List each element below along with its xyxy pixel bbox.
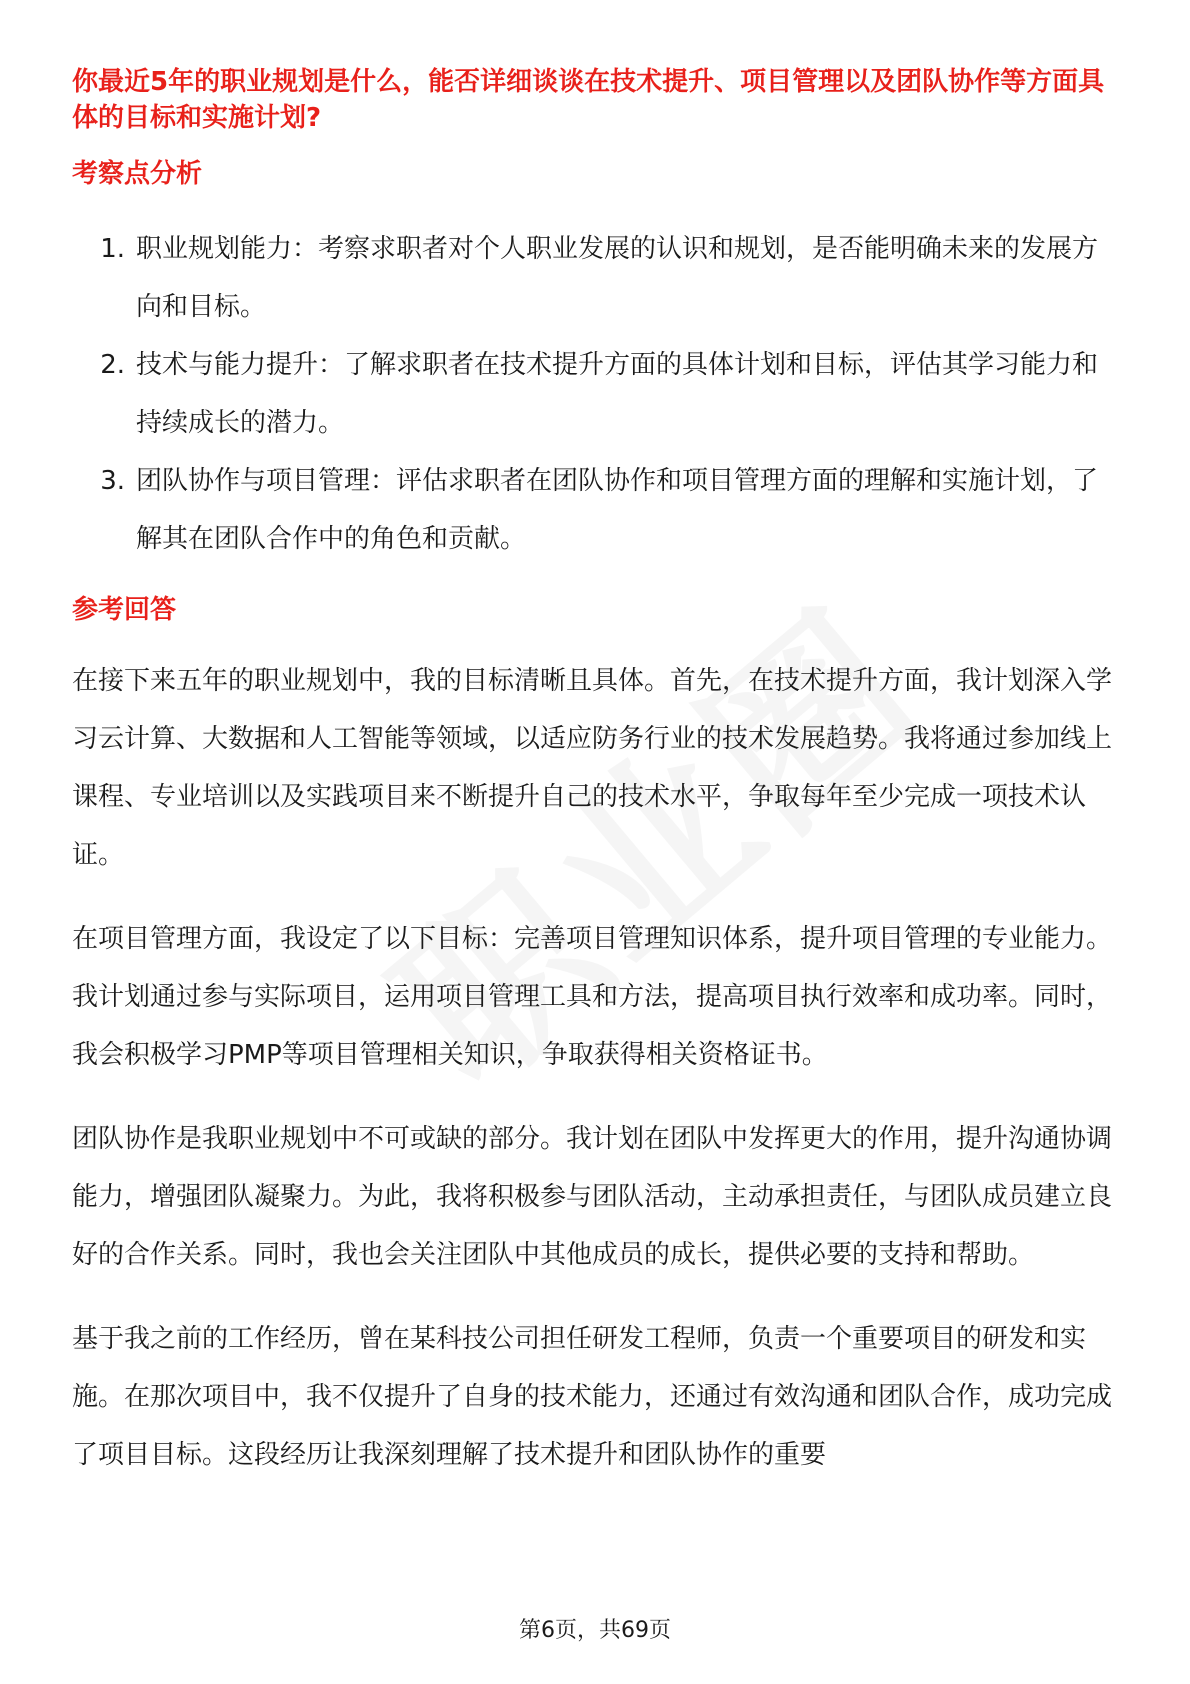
analysis-item-number: 3. [100,466,125,496]
analysis-heading: 考察点分析 [72,159,203,189]
analysis-item-number: 1. [100,234,125,264]
analysis-list [72,220,1118,568]
page-number: 第6页，共69页 [519,1618,671,1643]
answer-paragraph: 在接下来五年的职业规划中，我的目标清晰且具体。首先，在技术提升方面，我计划深入学习云计算、大数据和人工智能等领域，以适应防务行业的技术发展趋势。我将通过参加线上课程、专业培训以及实践项目来不断提升自己的技术水平，争取每年至少完成一项技术认证。 [72,666,1113,870]
analysis-item-number: 2. [100,350,125,380]
document-page [72,56,1118,1484]
analysis-item [72,452,1118,568]
question-title: 你最近5年的职业规划是什么，能否详细谈谈在技术提升、项目管理以及团队协作等方面具体的目标和实施计划? [72,67,1105,133]
analysis-item [72,336,1118,452]
answer-heading: 参考回答 [72,595,177,625]
answer-paragraph: 基于我之前的工作经历，曾在某科技公司担任研发工程师，负责一个重要项目的研发和实施。在那次项目中，我不仅提升了自身的技术能力，还通过有效沟通和团队合作，成功完成了项目目标。这段经历让我深刻理解了技术提升和团队协作的重要 [72,1324,1113,1470]
answer-paragraph: 在项目管理方面，我设定了以下目标：完善项目管理知识体系，提升项目管理的专业能力。我计划通过参与实际项目，运用项目管理工具和方法，提高项目执行效率和成功率。同时，我会积极学习PMP等项目管理相关知识，争取获得相关资格证书。 [72,924,1113,1070]
analysis-item [72,220,1118,336]
analysis-item-text: 技术与能力提升：了解求职者在技术提升方面的具体计划和目标，评估其学习能力和持续成长的潜力。 [136,350,1099,438]
analysis-item-text: 职业规划能力：考察求职者对个人职业发展的认识和规划，是否能明确未来的发展方向和目标。 [136,234,1099,322]
answer-paragraph: 团队协作是我职业规划中不可或缺的部分。我计划在团队中发挥更大的作用，提升沟通协调能力，增强团队凝聚力。为此，我将积极参与团队活动，主动承担责任，与团队成员建立良好的合作关系。同时，我也会关注团队中其他成员的成长，提供必要的支持和帮助。 [72,1124,1113,1270]
analysis-item-text: 团队协作与项目管理：评估求职者在团队协作和项目管理方面的理解和实施计划，了解其在团队合作中的角色和贡献。 [136,466,1099,554]
